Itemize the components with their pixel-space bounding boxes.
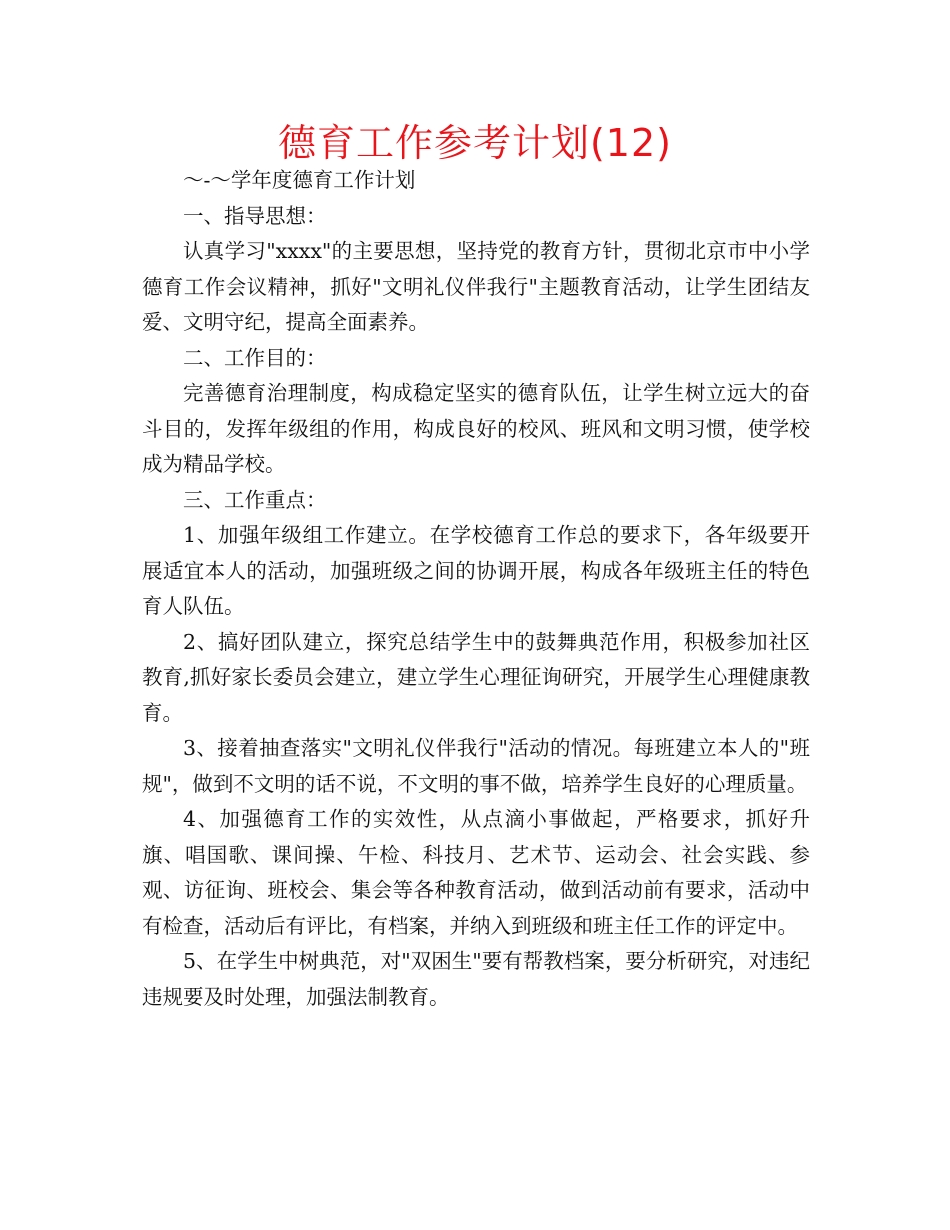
- paragraph-focus-item-5: 5、在学生中树典范，对"双困生"要有帮教档案，要分析研究，对违纪违规要及时处理，加强法制教育。: [142, 949, 810, 1009]
- paragraph-focus-item-3: 3、接着抽查落实"文明礼仪伴我行"活动的情况。每班建立本人的"班规"，做到不文明的话不说，不文明的事不做，培养学生良好的心理质量。: [142, 736, 810, 796]
- paragraph-work-goal: 完善德育治理制度，构成稳定坚实的德育队伍，让学生树立远大的奋斗目的，发挥年级组的作用，构成良好的校风、班风和文明习惯，使学校成为精品学校。: [142, 381, 810, 476]
- section-heading-work-focus: 三、工作重点：: [183, 487, 327, 512]
- paragraph-focus-item-4: 4、加强德育工作的实效性，从点滴小事做起，严格要求，抓好升旗、唱国歌、课间操、午检、科技月、艺术节、运动会、社会实践、参观、访征询、班校会、集会等各种教育活动，做到活动前有要求，活动中有检查，活动后有评比，有档案，并纳入到班级和班主任工作的评定中。: [142, 807, 810, 938]
- section-heading-work-goal: 二、工作目的：: [183, 345, 327, 370]
- paragraph-focus-item-1: 1、加强年级组工作建立。在学校德育工作总的要求下，各年级要开展适宜本人的活动，加强班级之间的协调开展，构成各年级班主任的特色育人队伍。: [142, 523, 810, 618]
- paragraph-focus-item-2: 2、搞好团队建立，探究总结学生中的鼓舞典范作用，积极参加社区教育,抓好家长委员会建立，建立学生心理征询研究，开展学生心理健康教育。: [142, 629, 810, 725]
- section-heading-guiding-thought: 一、指导思想：: [183, 203, 327, 228]
- paragraph-guiding-thought: 认真学习"xxxx"的主要思想，坚持党的教育方针，贯彻北京市中小学德育工作会议精神，抓好"文明礼仪伴我行"主题教育活动，让学生团结友爱、文明守纪，提高全面素养。: [142, 239, 810, 334]
- school-year-heading: ～-～学年度德育工作计划: [183, 168, 416, 192]
- document-title: 德育工作参考计划(12): [277, 121, 672, 165]
- document-body: [142, 163, 810, 1015]
